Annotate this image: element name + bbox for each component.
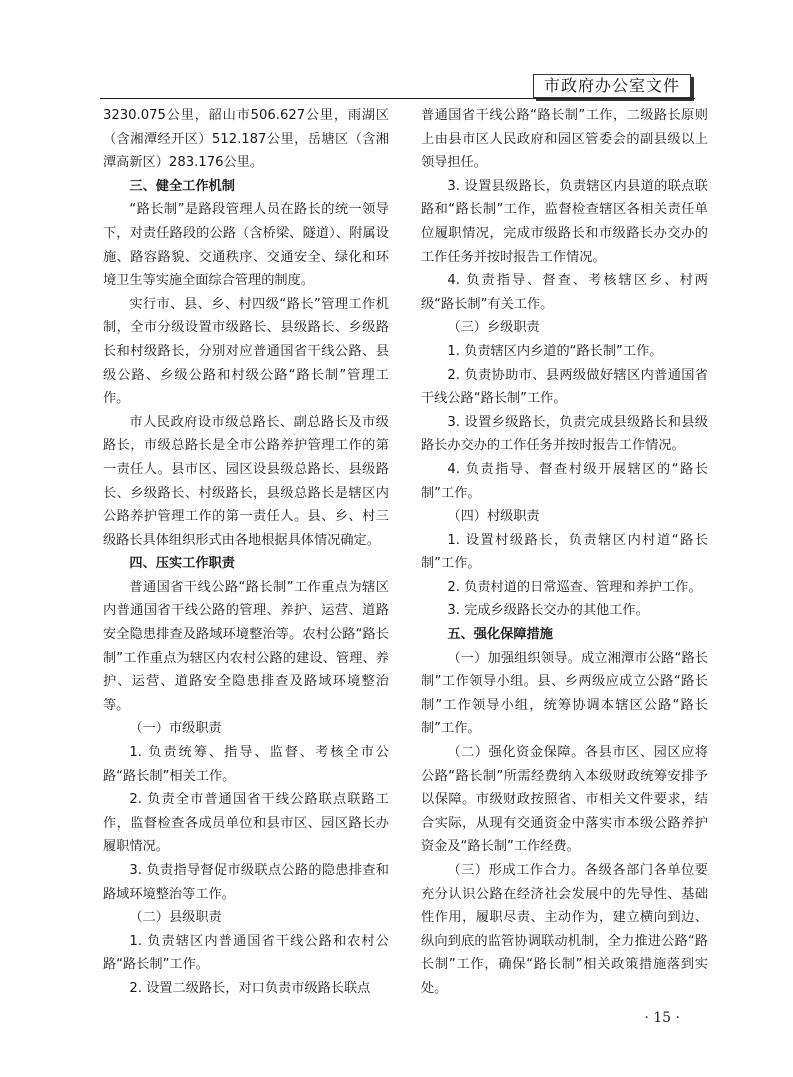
paragraph: 普通国省干线公路“路长制”工作重点为辖区内普通国省干线公路的管理、养护、运营、道路安全隐患排查及路域环境整治等。农村公路“路长制”工作重点为辖区内农村公路的建设、管理、养护、运营、道路安全隐患排查及路域环境整治等。 — [103, 579, 389, 713]
left-text-column — [103, 104, 389, 1001]
paragraph: 3. 设置县级路长，负责辖区内县道的联点联路和“路长制”工作，监督检查辖区各相关责任单位履职情况，完成市级路长和市级路长办交办的工作任务并按时报告工作情况。 — [421, 178, 708, 265]
paragraph: 普通国省干线公路“路长制”工作，二级路长原则上由县市区人民政府和园区管委会的副县级以上领导担任。 — [421, 108, 708, 171]
paragraph: 4. 负责指导、督查村级开展辖区的“路长制”工作。 — [421, 461, 708, 501]
paragraph: （四）村级职责 — [447, 509, 540, 525]
paragraph: 1. 负责统筹、指导、监督、考核全市公路“路长制”相关工作。 — [103, 745, 389, 784]
page-number: · 15 · — [644, 1010, 680, 1026]
section-heading: 三、健全工作机制 — [129, 178, 235, 194]
paragraph: （一）加强组织领导。成立湘潭市公路“路长制”工作领导小组。县、乡两级应成立公路“路长制”工作领导小组，统筹协调本辖区公路“路长制”工作。 — [421, 650, 708, 737]
paragraph: （一）市级职责 — [129, 721, 222, 737]
section-heading: 五、强化保障措施 — [447, 627, 553, 643]
paragraph: （三）乡级职责 — [447, 320, 540, 336]
paragraph: 3. 设置乡级路长，负责完成县级路长和县级路长办交办的工作任务并按时报告工作情况。 — [421, 414, 708, 454]
paragraph: 3. 负责指导督促市级联点公路的隐患排查和路域环境整治等工作。 — [103, 863, 389, 902]
right-text-column — [421, 104, 708, 1001]
paragraph: 2. 负责协助市、县两级做好辖区内普通国省干线公路“路长制”工作。 — [421, 367, 708, 407]
paragraph: 2. 设置二级路长，对口负责市级路长联点 — [129, 980, 371, 996]
paragraph: 2. 负责村道的日常巡查、管理和养护工作。 — [447, 579, 702, 595]
header-divider — [100, 98, 695, 99]
paragraph: 4. 负责指导、督查、考核辖区乡、村两级“路长制”有关工作。 — [421, 273, 708, 312]
paragraph: 市人民政府设市级总路长、副总路长及市级路长，市级总路长是全市公路养护管理工作的第一责任人。县市区、园区设县级总路长、县级路长、乡级路长、村级路长，县级总路长是辖区内公路养护管理工作的第一责任人。县、乡、村三级路长具体组织形式由各地根据具体情况确定。 — [103, 414, 389, 548]
paragraph: 实行市、县、乡、村四级“路长”管理工作机制，全市分级设置市级路长、县级路长、乡级路长和村级路长，分别对应普通国省干线公路、县级公路、乡级公路和村级公路“路长制”管理工作。 — [103, 296, 389, 407]
paragraph: 1. 设置村级路长，负责辖区内村道“路长制”工作。 — [421, 532, 708, 572]
paragraph: （二）县级职责 — [129, 910, 222, 926]
paragraph: 3. 完成乡级路长交办的其他工作。 — [447, 603, 649, 619]
paragraph: （三）形成工作合力。各级各部门各单位要充分认识公路在经济社会发展中的先导性、基础性作用，履职尽责、主动作为，建立横向到边、纵向到底的监管协调联动机制，全力推进公路“路长制”工作，确保“路长制”相关政策措施落到实处。 — [421, 863, 708, 996]
paragraph: 2. 负责全市普通国省干线公路联点联路工作，监督检查各成员单位和县市区、园区路长办履职情况。 — [103, 792, 389, 855]
paragraph: “路长制”是路段管理人员在路长的统一领导下，对责任路段的公路（含桥梁、隧道）、附属设施、路容路貌、交通秩序、交通安全、绿化和环境卫生等实施全面综合管理的制度。 — [103, 202, 389, 289]
paragraph: 1. 负责辖区内乡道的“路长制”工作。 — [447, 343, 663, 359]
paragraph: （二）强化资金保障。各县市区、园区应将公路“路长制”所需经费纳入本级财政统筹安排予以保障。市级财政按照省、市相关文件要求，结合实际，从现有交通资金中落实市本级公路养护资金及“路长制”工作经费。 — [421, 745, 708, 855]
section-heading: 四、压实工作职责 — [129, 556, 235, 572]
document-header-label: 市政府办公室文件 — [533, 74, 691, 98]
paragraph: 3230.075公里，韶山市506.627公里，雨湖区（含湘潭经开区）512.187公里，岳塘区（含湘潭高新区）283.176公里。 — [103, 108, 389, 171]
paragraph: 1. 负责辖区内普通国省干线公路和农村公路“路长制”工作。 — [103, 933, 389, 973]
